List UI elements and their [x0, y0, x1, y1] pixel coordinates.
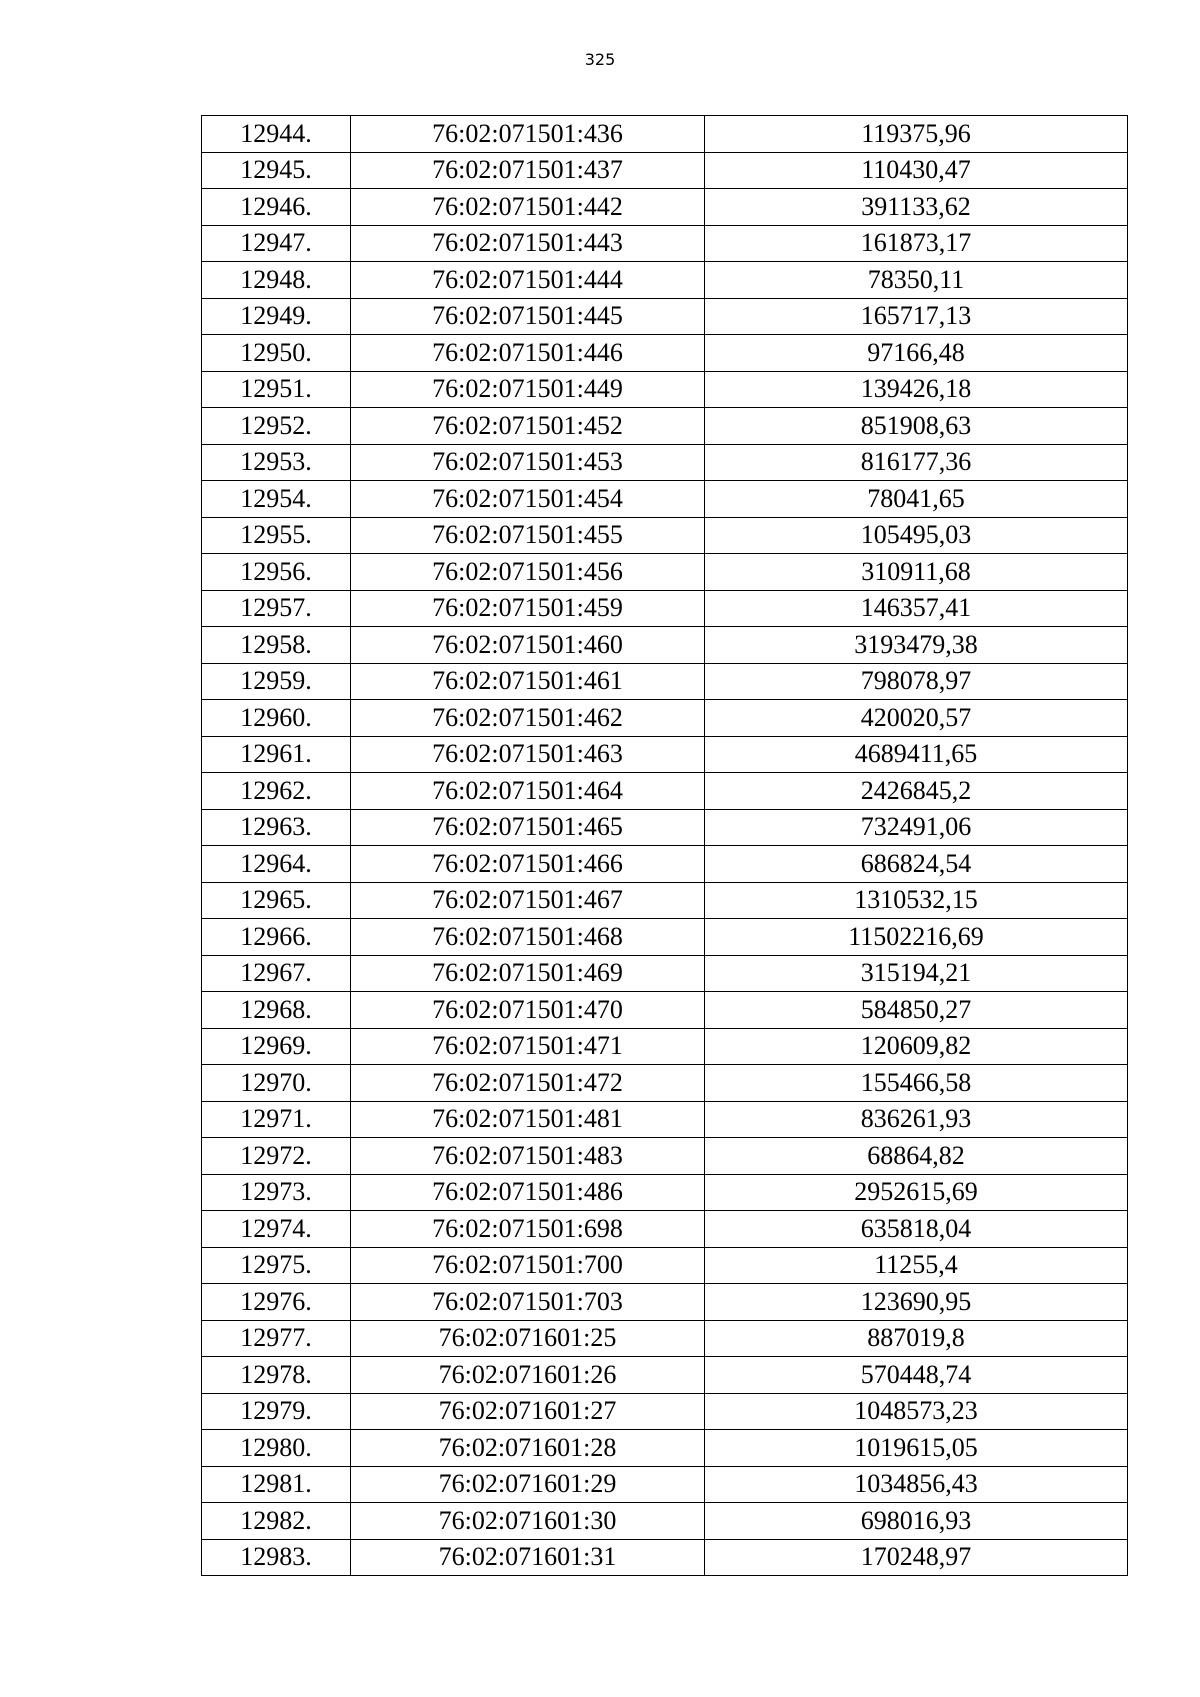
cadastral-value-cell: 3193479,38 — [705, 627, 1128, 664]
row-number-cell: 12971. — [202, 1101, 351, 1138]
cadastral-value-cell: 4689411,65 — [705, 736, 1128, 773]
cadastral-value-cell: 584850,27 — [705, 992, 1128, 1029]
cadastral-value-cell: 11255,4 — [705, 1247, 1128, 1284]
cadastral-number-cell: 76:02:071501:463 — [351, 736, 705, 773]
table-row — [202, 1539, 1128, 1576]
table-row — [202, 809, 1128, 846]
cadastral-number-cell: 76:02:071501:452 — [351, 408, 705, 445]
cadastral-number-cell: 76:02:071501:456 — [351, 554, 705, 591]
row-number-cell: 12955. — [202, 517, 351, 554]
row-number-cell: 12956. — [202, 554, 351, 591]
cadastral-number-cell: 76:02:071501:468 — [351, 919, 705, 956]
cadastral-number-cell: 76:02:071501:454 — [351, 481, 705, 518]
cadastral-value-cell: 1019615,05 — [705, 1430, 1128, 1467]
cadastral-value-cell: 698016,93 — [705, 1503, 1128, 1540]
row-number-cell: 12968. — [202, 992, 351, 1029]
row-number-cell: 12966. — [202, 919, 351, 956]
cadastral-value-cell: 798078,97 — [705, 663, 1128, 700]
row-number-cell: 12952. — [202, 408, 351, 445]
table-row — [202, 1211, 1128, 1248]
cadastral-number-cell: 76:02:071501:453 — [351, 444, 705, 481]
table-row — [202, 955, 1128, 992]
cadastral-number-cell: 76:02:071501:466 — [351, 846, 705, 883]
table-row — [202, 554, 1128, 591]
cadastral-number-cell: 76:02:071601:31 — [351, 1539, 705, 1576]
cadastral-value-cell: 391133,62 — [705, 189, 1128, 226]
cadastral-value-cell: 686824,54 — [705, 846, 1128, 883]
cadastral-number-cell: 76:02:071501:700 — [351, 1247, 705, 1284]
cadastral-number-cell: 76:02:071501:455 — [351, 517, 705, 554]
row-number-cell: 12976. — [202, 1284, 351, 1321]
row-number-cell: 12949. — [202, 298, 351, 335]
table-row — [202, 663, 1128, 700]
row-number-cell: 12947. — [202, 225, 351, 262]
table-row — [202, 1357, 1128, 1394]
cadastral-number-cell: 76:02:071501:471 — [351, 1028, 705, 1065]
cadastral-number-cell: 76:02:071501:483 — [351, 1138, 705, 1175]
table-row — [202, 1503, 1128, 1540]
cadastral-value-table — [201, 115, 1128, 1576]
cadastral-number-cell: 76:02:071501:444 — [351, 262, 705, 299]
cadastral-value-cell: 635818,04 — [705, 1211, 1128, 1248]
table-row — [202, 298, 1128, 335]
row-number-cell: 12965. — [202, 882, 351, 919]
table-row — [202, 992, 1128, 1029]
cadastral-value-cell: 816177,36 — [705, 444, 1128, 481]
cadastral-number-cell: 76:02:071501:437 — [351, 152, 705, 189]
table-row — [202, 1284, 1128, 1321]
cadastral-number-cell: 76:02:071501:486 — [351, 1174, 705, 1211]
cadastral-value-cell: 2952615,69 — [705, 1174, 1128, 1211]
cadastral-value-cell: 315194,21 — [705, 955, 1128, 992]
row-number-cell: 12969. — [202, 1028, 351, 1065]
table-row — [202, 408, 1128, 445]
cadastral-number-cell: 76:02:071501:459 — [351, 590, 705, 627]
table-row — [202, 846, 1128, 883]
row-number-cell: 12960. — [202, 700, 351, 737]
cadastral-number-cell: 76:02:071601:30 — [351, 1503, 705, 1540]
cadastral-value-cell: 123690,95 — [705, 1284, 1128, 1321]
row-number-cell: 12974. — [202, 1211, 351, 1248]
row-number-cell: 12967. — [202, 955, 351, 992]
cadastral-number-cell: 76:02:071501:461 — [351, 663, 705, 700]
table-row — [202, 371, 1128, 408]
table-row — [202, 1174, 1128, 1211]
row-number-cell: 12959. — [202, 663, 351, 700]
cadastral-number-cell: 76:02:071501:703 — [351, 1284, 705, 1321]
table-row — [202, 152, 1128, 189]
cadastral-value-cell: 146357,41 — [705, 590, 1128, 627]
table-row — [202, 335, 1128, 372]
table-row — [202, 1247, 1128, 1284]
cadastral-number-cell: 76:02:071501:464 — [351, 773, 705, 810]
row-number-cell: 12978. — [202, 1357, 351, 1394]
cadastral-number-cell: 76:02:071501:472 — [351, 1065, 705, 1102]
row-number-cell: 12958. — [202, 627, 351, 664]
cadastral-value-cell: 97166,48 — [705, 335, 1128, 372]
row-number-cell: 12983. — [202, 1539, 351, 1576]
cadastral-number-cell: 76:02:071501:443 — [351, 225, 705, 262]
cadastral-number-cell: 76:02:071601:25 — [351, 1320, 705, 1357]
cadastral-number-cell: 76:02:071601:26 — [351, 1357, 705, 1394]
page-number: 325 — [584, 50, 616, 69]
table-body — [202, 116, 1128, 1576]
row-number-cell: 12973. — [202, 1174, 351, 1211]
table-row — [202, 700, 1128, 737]
cadastral-value-cell: 120609,82 — [705, 1028, 1128, 1065]
row-number-cell: 12964. — [202, 846, 351, 883]
table-row — [202, 1138, 1128, 1175]
cadastral-value-cell: 310911,68 — [705, 554, 1128, 591]
cadastral-value-cell: 78350,11 — [705, 262, 1128, 299]
cadastral-value-cell: 1034856,43 — [705, 1466, 1128, 1503]
cadastral-number-cell: 76:02:071501:469 — [351, 955, 705, 992]
cadastral-value-cell: 732491,06 — [705, 809, 1128, 846]
row-number-cell: 12946. — [202, 189, 351, 226]
table-row — [202, 627, 1128, 664]
table-row — [202, 1101, 1128, 1138]
cadastral-table-container — [201, 115, 1128, 1576]
row-number-cell: 12975. — [202, 1247, 351, 1284]
cadastral-value-cell: 1048573,23 — [705, 1393, 1128, 1430]
row-number-cell: 12950. — [202, 335, 351, 372]
cadastral-value-cell: 420020,57 — [705, 700, 1128, 737]
table-row — [202, 444, 1128, 481]
row-number-cell: 12948. — [202, 262, 351, 299]
cadastral-number-cell: 76:02:071501:436 — [351, 116, 705, 153]
table-row — [202, 919, 1128, 956]
cadastral-number-cell: 76:02:071501:465 — [351, 809, 705, 846]
row-number-cell: 12980. — [202, 1430, 351, 1467]
cadastral-number-cell: 76:02:071501:449 — [351, 371, 705, 408]
table-row — [202, 189, 1128, 226]
cadastral-value-cell: 1310532,15 — [705, 882, 1128, 919]
cadastral-value-cell: 110430,47 — [705, 152, 1128, 189]
cadastral-number-cell: 76:02:071601:28 — [351, 1430, 705, 1467]
row-number-cell: 12979. — [202, 1393, 351, 1430]
cadastral-value-cell: 2426845,2 — [705, 773, 1128, 810]
table-row — [202, 1430, 1128, 1467]
row-number-cell: 12972. — [202, 1138, 351, 1175]
table-row — [202, 773, 1128, 810]
row-number-cell: 12951. — [202, 371, 351, 408]
table-row — [202, 225, 1128, 262]
cadastral-value-cell: 165717,13 — [705, 298, 1128, 335]
table-row — [202, 1065, 1128, 1102]
row-number-cell: 12954. — [202, 481, 351, 518]
cadastral-number-cell: 76:02:071501:462 — [351, 700, 705, 737]
table-row — [202, 481, 1128, 518]
row-number-cell: 12961. — [202, 736, 351, 773]
cadastral-value-cell: 119375,96 — [705, 116, 1128, 153]
cadastral-number-cell: 76:02:071601:27 — [351, 1393, 705, 1430]
row-number-cell: 12944. — [202, 116, 351, 153]
row-number-cell: 12970. — [202, 1065, 351, 1102]
cadastral-value-cell: 155466,58 — [705, 1065, 1128, 1102]
table-row — [202, 1393, 1128, 1430]
cadastral-number-cell: 76:02:071501:698 — [351, 1211, 705, 1248]
cadastral-value-cell: 836261,93 — [705, 1101, 1128, 1138]
row-number-cell: 12957. — [202, 590, 351, 627]
cadastral-number-cell: 76:02:071501:481 — [351, 1101, 705, 1138]
cadastral-value-cell: 161873,17 — [705, 225, 1128, 262]
cadastral-value-cell: 570448,74 — [705, 1357, 1128, 1394]
table-row — [202, 116, 1128, 153]
cadastral-value-cell: 170248,97 — [705, 1539, 1128, 1576]
cadastral-value-cell: 139426,18 — [705, 371, 1128, 408]
cadastral-value-cell: 105495,03 — [705, 517, 1128, 554]
row-number-cell: 12963. — [202, 809, 351, 846]
cadastral-number-cell: 76:02:071501:460 — [351, 627, 705, 664]
row-number-cell: 12953. — [202, 444, 351, 481]
table-row — [202, 882, 1128, 919]
row-number-cell: 12962. — [202, 773, 351, 810]
cadastral-value-cell: 851908,63 — [705, 408, 1128, 445]
table-row — [202, 736, 1128, 773]
row-number-cell: 12982. — [202, 1503, 351, 1540]
cadastral-value-cell: 68864,82 — [705, 1138, 1128, 1175]
cadastral-value-cell: 887019,8 — [705, 1320, 1128, 1357]
table-row — [202, 517, 1128, 554]
table-row — [202, 1466, 1128, 1503]
cadastral-number-cell: 76:02:071501:467 — [351, 882, 705, 919]
table-row — [202, 590, 1128, 627]
row-number-cell: 12945. — [202, 152, 351, 189]
cadastral-value-cell: 78041,65 — [705, 481, 1128, 518]
row-number-cell: 12977. — [202, 1320, 351, 1357]
cadastral-number-cell: 76:02:071501:446 — [351, 335, 705, 372]
table-row — [202, 1320, 1128, 1357]
row-number-cell: 12981. — [202, 1466, 351, 1503]
table-row — [202, 1028, 1128, 1065]
cadastral-number-cell: 76:02:071501:442 — [351, 189, 705, 226]
cadastral-value-cell: 11502216,69 — [705, 919, 1128, 956]
cadastral-number-cell: 76:02:071501:445 — [351, 298, 705, 335]
cadastral-number-cell: 76:02:071501:470 — [351, 992, 705, 1029]
table-row — [202, 262, 1128, 299]
cadastral-number-cell: 76:02:071601:29 — [351, 1466, 705, 1503]
